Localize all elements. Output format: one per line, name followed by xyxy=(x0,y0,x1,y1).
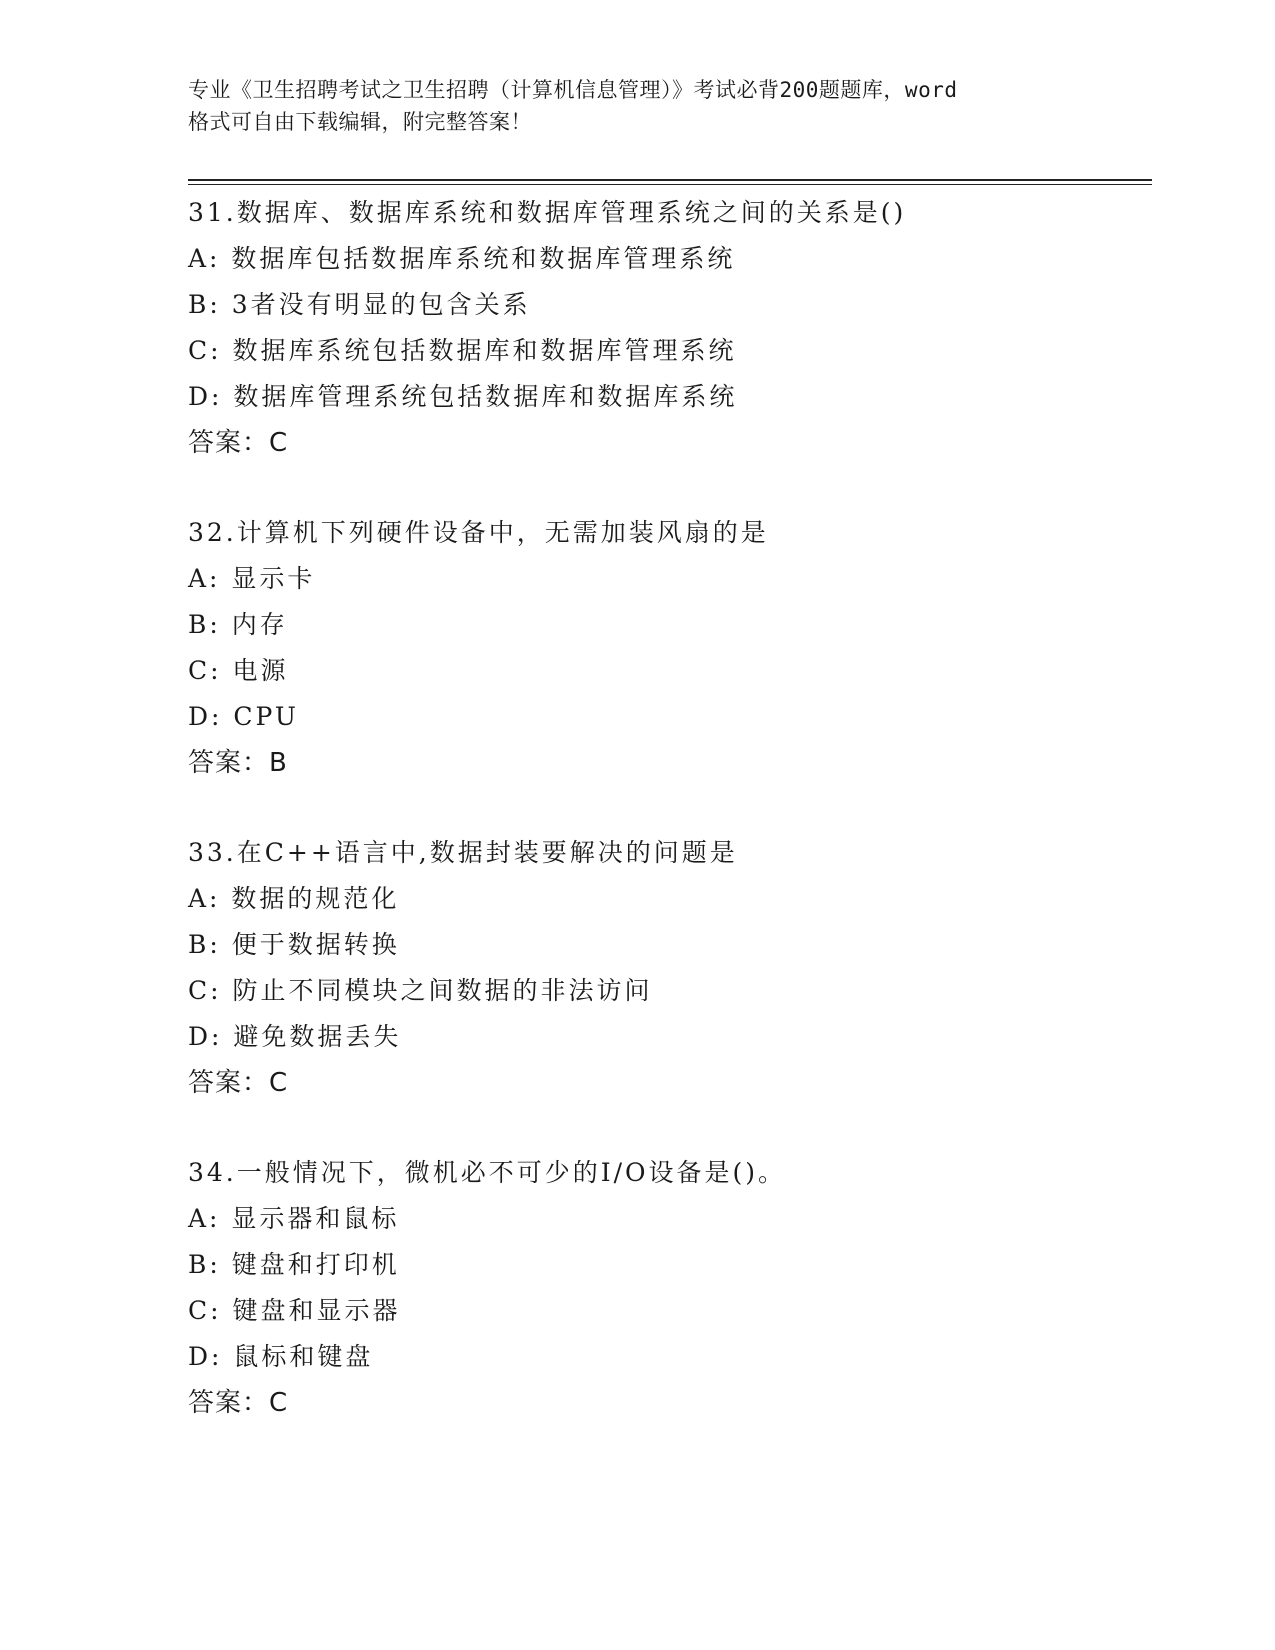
answer: 答案：C xyxy=(188,428,289,458)
question-33 xyxy=(188,830,1148,1106)
answer: 答案：C xyxy=(188,1068,289,1098)
option-c: C: 电源 xyxy=(188,656,289,685)
answer: 答案：B xyxy=(188,748,288,778)
option-a: A: 显示卡 xyxy=(188,564,316,593)
question-31 xyxy=(188,190,1148,466)
option-a: A: 显示器和鼠标 xyxy=(188,1204,400,1233)
option-b: B: 3者没有明显的包含关系 xyxy=(188,290,531,319)
question-stem: 33.在C++语言中,数据封装要解决的问题是 xyxy=(188,838,738,867)
option-c: C: 键盘和显示器 xyxy=(188,1296,401,1325)
question-stem: 32.计算机下列硬件设备中，无需加装风扇的是 xyxy=(188,518,769,547)
option-a: A: 数据的规范化 xyxy=(188,884,400,913)
option-c: C: 数据库系统包括数据库和数据库管理系统 xyxy=(188,336,737,365)
document-header: 专业《卫生招聘考试之卫生招聘（计算机信息管理）》考试必背200题题库，word 格式可自由下载编辑，附完整答案！ xyxy=(188,78,958,134)
option-d: D: 鼠标和键盘 xyxy=(188,1342,374,1371)
question-32 xyxy=(188,510,1148,786)
question-stem: 34.一般情况下，微机必不可少的I/O设备是()。 xyxy=(188,1158,787,1187)
header-divider-thick xyxy=(188,179,1152,181)
option-c: C: 防止不同模块之间数据的非法访问 xyxy=(188,976,653,1005)
option-a: A: 数据库包括数据库系统和数据库管理系统 xyxy=(188,244,736,273)
header-divider-thin xyxy=(188,184,1152,185)
question-list xyxy=(188,190,1148,1470)
question-stem: 31.数据库、数据库系统和数据库管理系统之间的关系是() xyxy=(188,198,907,227)
option-d: D: CPU xyxy=(188,702,299,731)
option-b: B: 便于数据转换 xyxy=(188,930,400,959)
answer: 答案：C xyxy=(188,1388,289,1418)
option-b: B: 键盘和打印机 xyxy=(188,1250,400,1279)
option-d: D: 避免数据丢失 xyxy=(188,1022,402,1051)
option-d: D: 数据库管理系统包括数据库和数据库系统 xyxy=(188,382,738,411)
question-34 xyxy=(188,1150,1148,1426)
option-b: B: 内存 xyxy=(188,610,288,639)
